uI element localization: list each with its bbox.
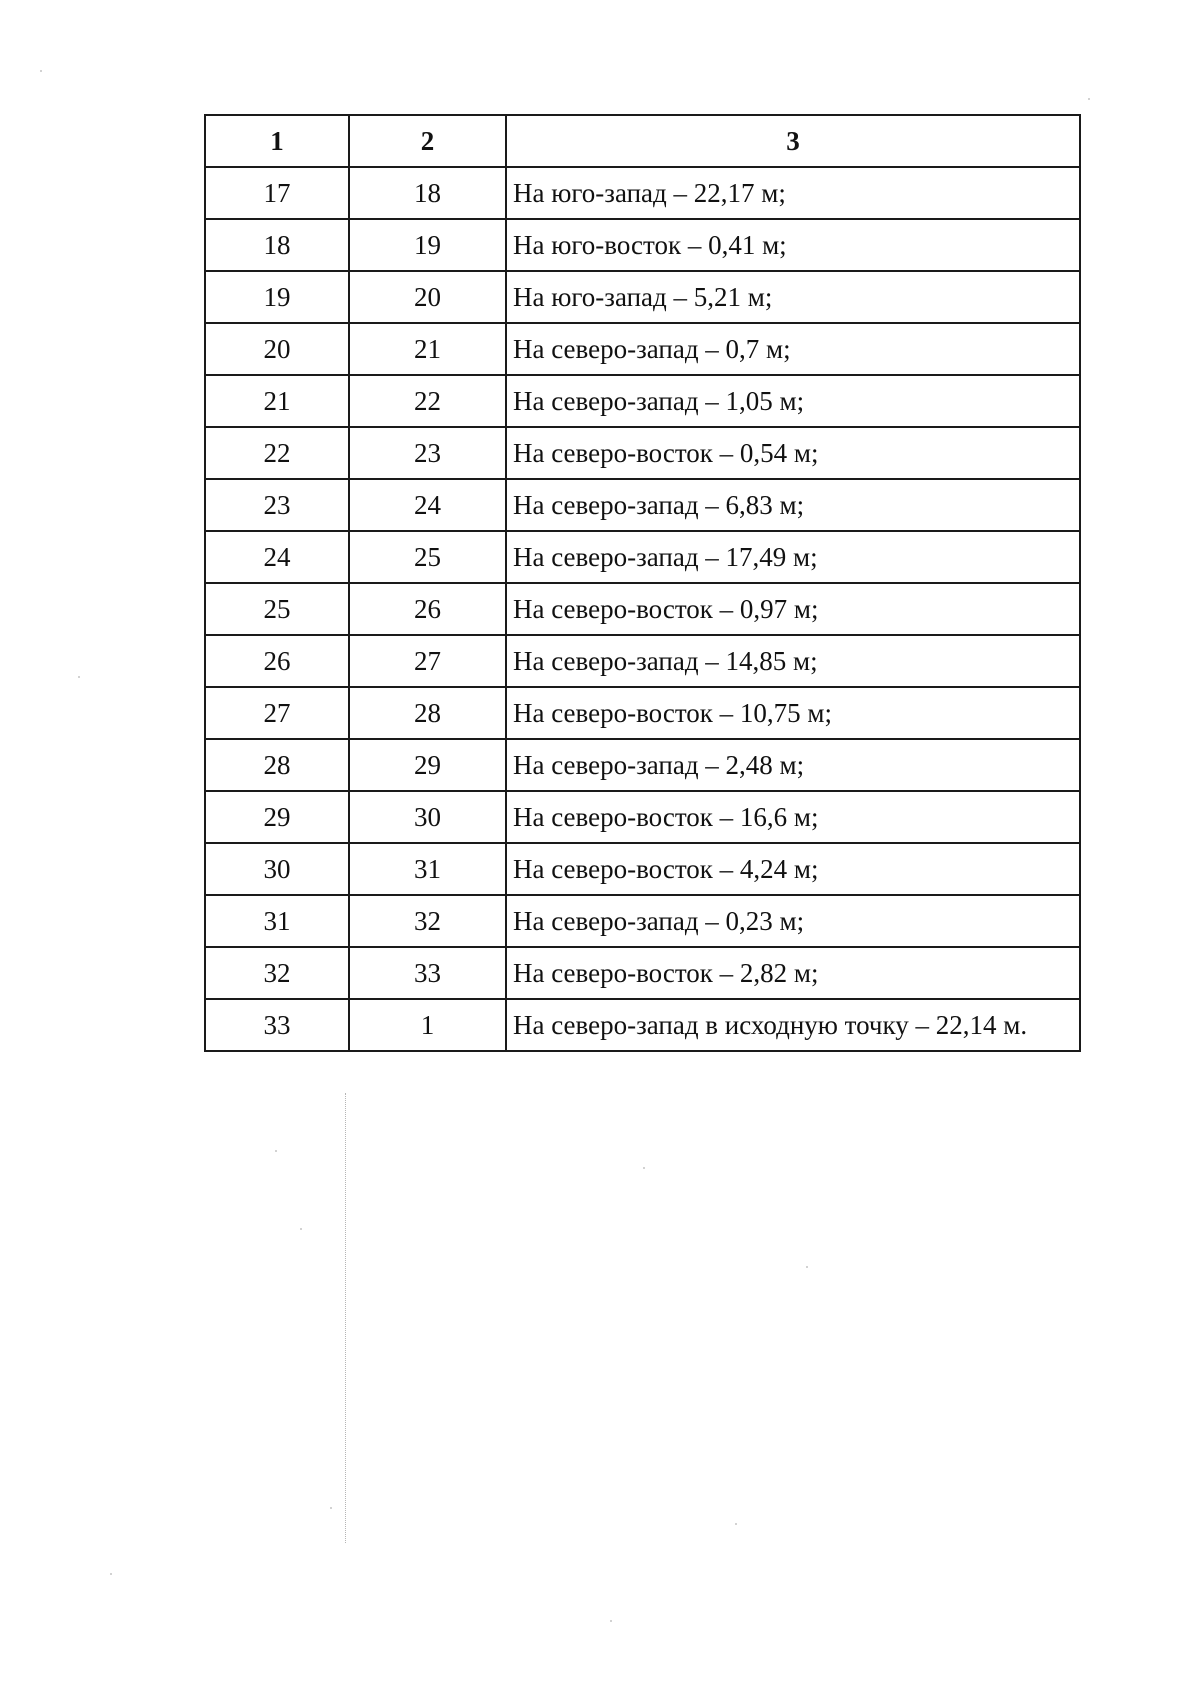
header-col-3: 3 xyxy=(506,115,1080,167)
cell-description: На северо-запад – 2,48 м; xyxy=(506,739,1080,791)
cell-from-point: 18 xyxy=(205,219,349,271)
table-row xyxy=(205,531,1080,583)
table-body xyxy=(205,167,1080,1051)
table-row xyxy=(205,167,1080,219)
cell-to-point: 18 xyxy=(349,167,506,219)
cell-to-point: 28 xyxy=(349,687,506,739)
cell-description: На северо-запад – 1,05 м; xyxy=(506,375,1080,427)
table-row xyxy=(205,895,1080,947)
cell-from-point: 33 xyxy=(205,999,349,1051)
cell-from-point: 30 xyxy=(205,843,349,895)
scan-speck xyxy=(110,1573,112,1575)
header-col-1: 1 xyxy=(205,115,349,167)
cell-from-point: 20 xyxy=(205,323,349,375)
cell-to-point: 25 xyxy=(349,531,506,583)
cell-description: На северо-запад – 17,49 м; xyxy=(506,531,1080,583)
cell-from-point: 29 xyxy=(205,791,349,843)
cell-description: На северо-восток – 2,82 м; xyxy=(506,947,1080,999)
scan-speck xyxy=(1088,98,1090,100)
cell-to-point: 27 xyxy=(349,635,506,687)
cell-to-point: 23 xyxy=(349,427,506,479)
boundary-table xyxy=(204,114,1081,1052)
cell-to-point: 29 xyxy=(349,739,506,791)
cell-from-point: 17 xyxy=(205,167,349,219)
cell-description: На северо-восток – 10,75 м; xyxy=(506,687,1080,739)
cell-description: На северо-восток – 0,54 м; xyxy=(506,427,1080,479)
table-row xyxy=(205,635,1080,687)
cell-description: На северо-запад – 6,83 м; xyxy=(506,479,1080,531)
cell-from-point: 26 xyxy=(205,635,349,687)
table-row xyxy=(205,687,1080,739)
scan-speck xyxy=(643,1167,645,1169)
cell-from-point: 27 xyxy=(205,687,349,739)
cell-description: На северо-запад в исходную точку – 22,14 м. xyxy=(506,999,1080,1051)
cell-to-point: 21 xyxy=(349,323,506,375)
table-row xyxy=(205,479,1080,531)
scan-speck xyxy=(300,1228,302,1230)
scan-speck xyxy=(806,1266,808,1268)
cell-description: На северо-восток – 4,24 м; xyxy=(506,843,1080,895)
cell-to-point: 32 xyxy=(349,895,506,947)
table-row xyxy=(205,271,1080,323)
cell-description: На юго-запад – 22,17 м; xyxy=(506,167,1080,219)
table-row xyxy=(205,375,1080,427)
cell-to-point: 1 xyxy=(349,999,506,1051)
scan-artifact-line xyxy=(345,1093,346,1543)
cell-to-point: 30 xyxy=(349,791,506,843)
cell-to-point: 22 xyxy=(349,375,506,427)
cell-description: На северо-запад – 0,23 м; xyxy=(506,895,1080,947)
cell-from-point: 19 xyxy=(205,271,349,323)
cell-to-point: 24 xyxy=(349,479,506,531)
cell-from-point: 32 xyxy=(205,947,349,999)
cell-from-point: 22 xyxy=(205,427,349,479)
header-col-2: 2 xyxy=(349,115,506,167)
scan-speck xyxy=(610,1620,612,1622)
table-header xyxy=(205,115,1080,167)
cell-description: На юго-восток – 0,41 м; xyxy=(506,219,1080,271)
table-row xyxy=(205,583,1080,635)
cell-description: На северо-запад – 14,85 м; xyxy=(506,635,1080,687)
cell-to-point: 19 xyxy=(349,219,506,271)
cell-to-point: 26 xyxy=(349,583,506,635)
scan-speck xyxy=(330,1507,332,1509)
table-row xyxy=(205,323,1080,375)
cell-from-point: 28 xyxy=(205,739,349,791)
table-row xyxy=(205,427,1080,479)
scan-speck xyxy=(735,1523,737,1525)
table-row xyxy=(205,739,1080,791)
table-row xyxy=(205,947,1080,999)
cell-description: На юго-запад – 5,21 м; xyxy=(506,271,1080,323)
cell-to-point: 31 xyxy=(349,843,506,895)
cell-description: На северо-восток – 0,97 м; xyxy=(506,583,1080,635)
cell-from-point: 25 xyxy=(205,583,349,635)
cell-to-point: 20 xyxy=(349,271,506,323)
cell-to-point: 33 xyxy=(349,947,506,999)
cell-from-point: 23 xyxy=(205,479,349,531)
table-row xyxy=(205,999,1080,1051)
scan-speck xyxy=(40,70,42,72)
scan-speck xyxy=(78,676,80,678)
cell-from-point: 24 xyxy=(205,531,349,583)
table-row xyxy=(205,219,1080,271)
cell-description: На северо-восток – 16,6 м; xyxy=(506,791,1080,843)
cell-from-point: 21 xyxy=(205,375,349,427)
header-row xyxy=(205,115,1080,167)
cell-from-point: 31 xyxy=(205,895,349,947)
cell-description: На северо-запад – 0,7 м; xyxy=(506,323,1080,375)
table-row xyxy=(205,791,1080,843)
table-row xyxy=(205,843,1080,895)
scan-speck xyxy=(275,1150,277,1152)
